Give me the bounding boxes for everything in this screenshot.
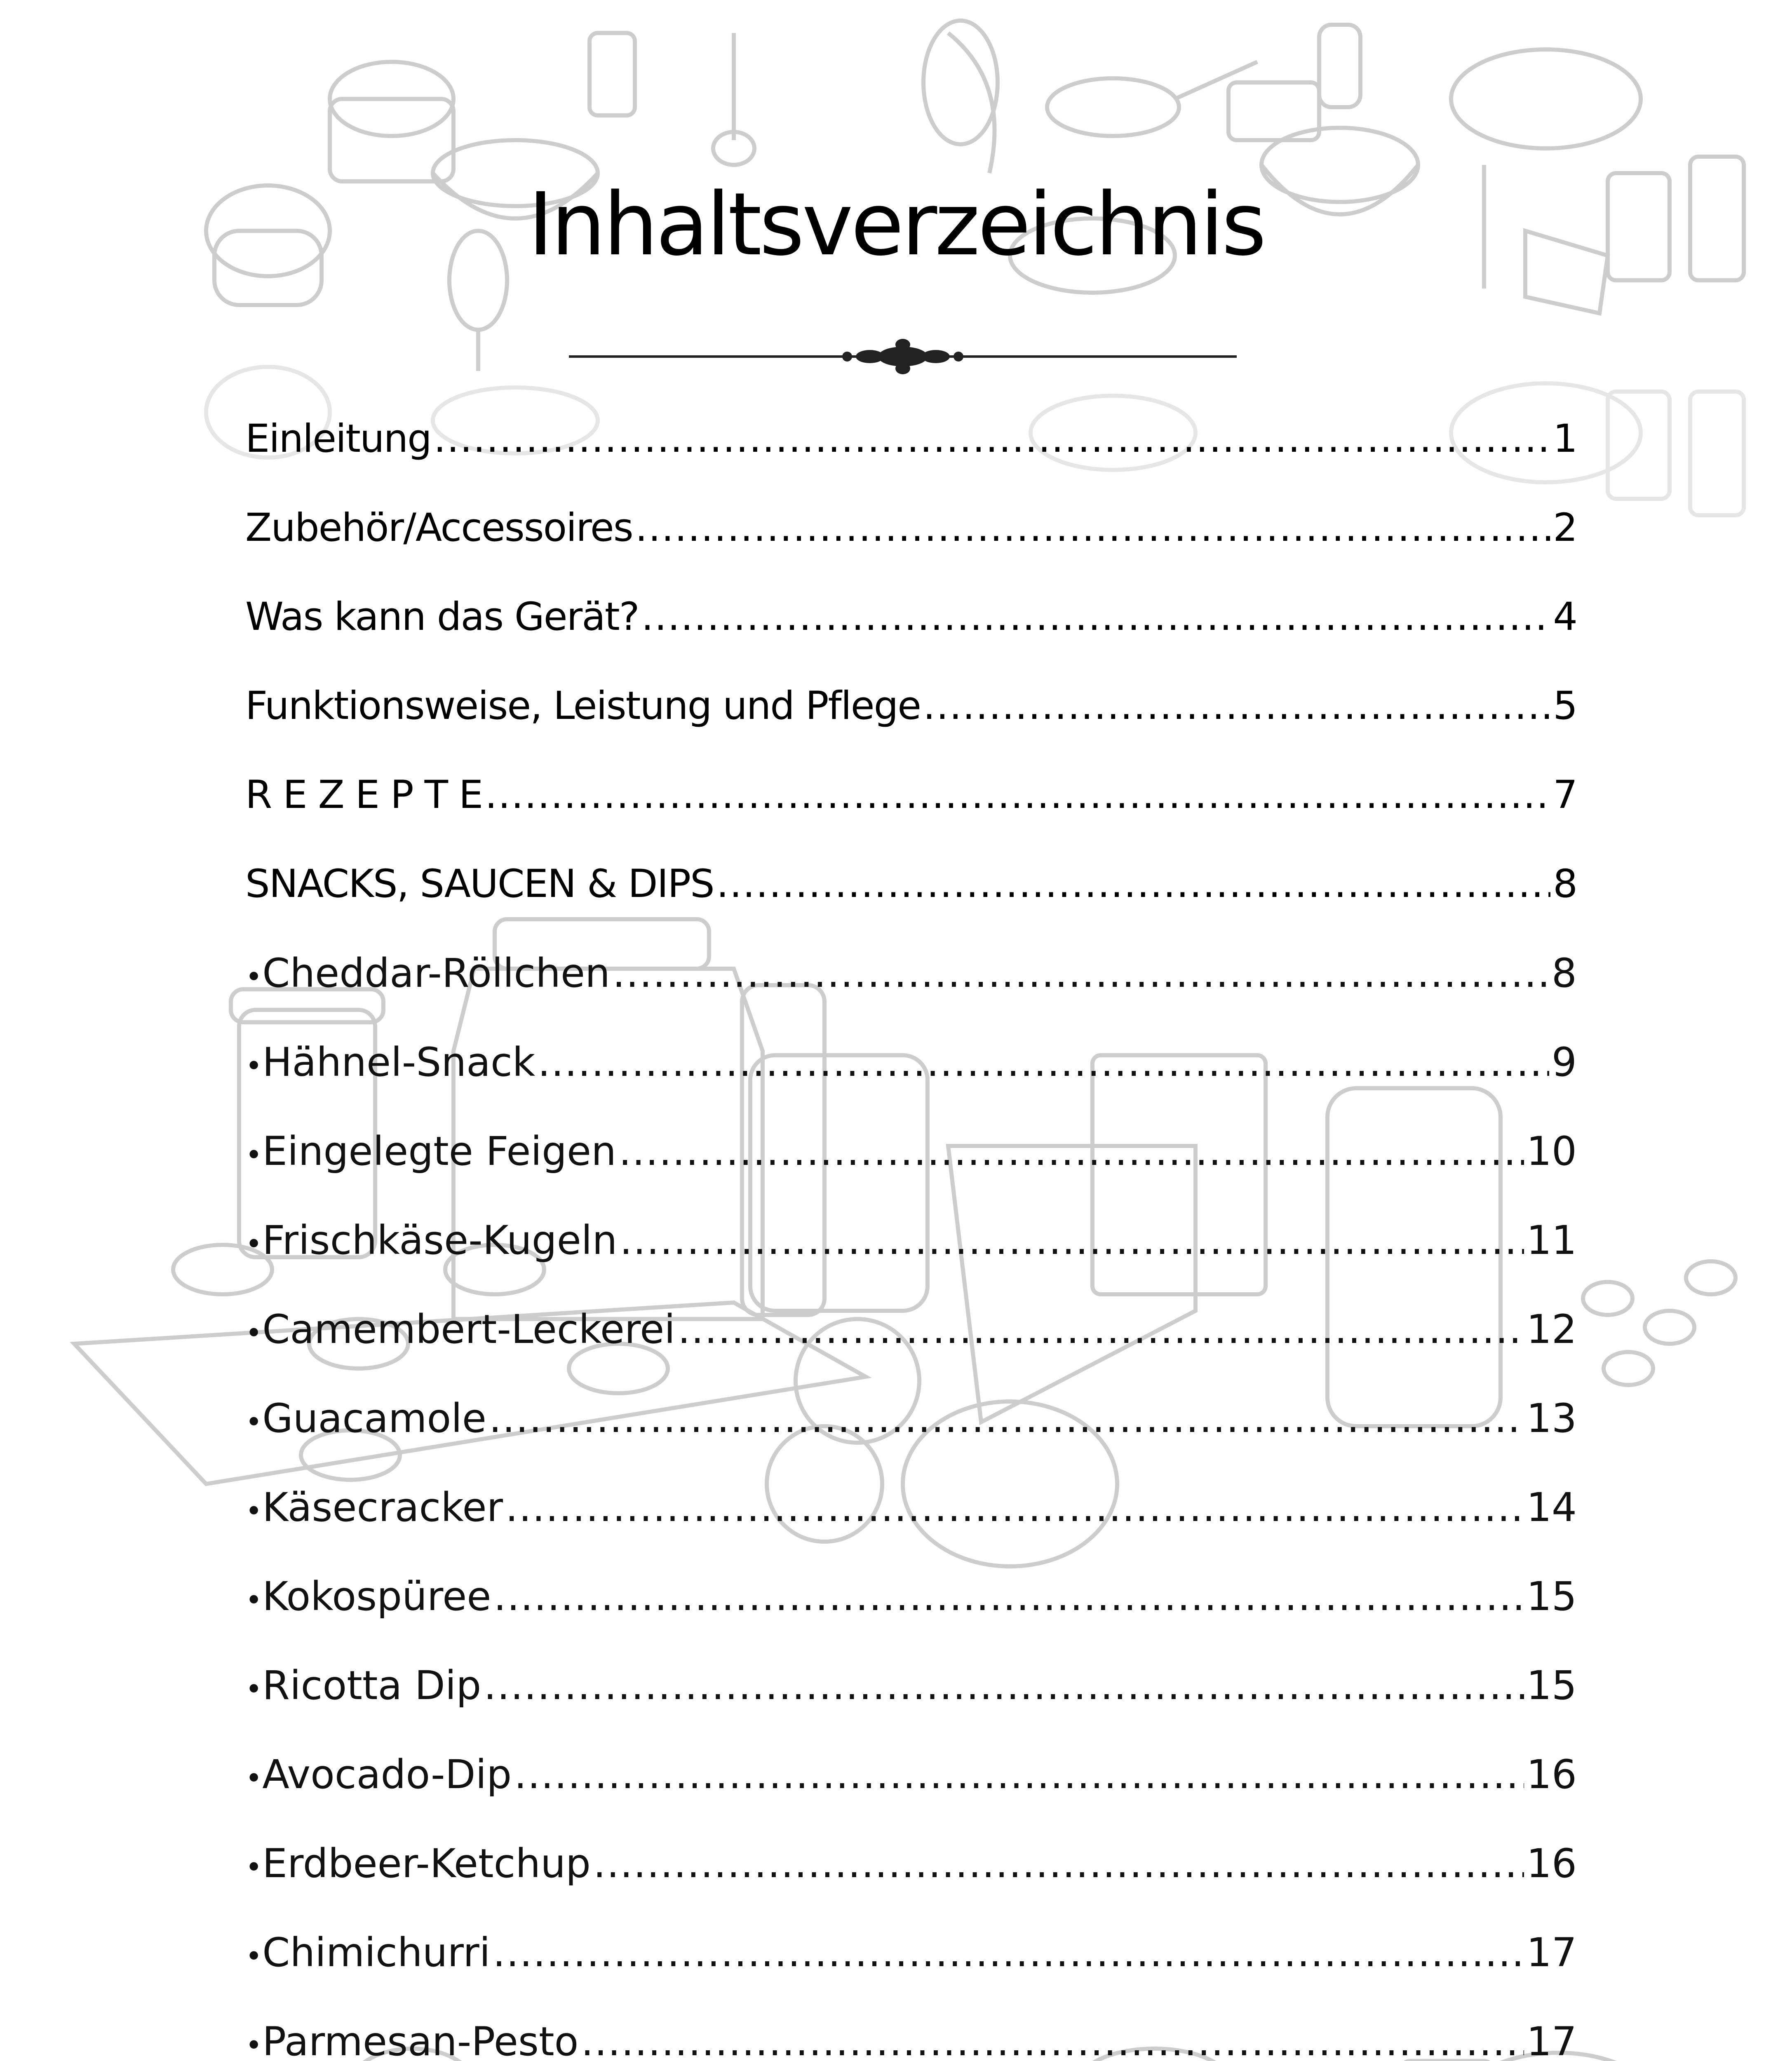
- page-title: Inhaltsverzeichnis: [528, 174, 1264, 275]
- toc-recipe-item[interactable]: [245, 1031, 1577, 1120]
- toc-entry-snacks-saucen-dips[interactable]: [245, 853, 1577, 942]
- toc-entry-rezepte[interactable]: [245, 764, 1577, 853]
- dot-leader: [635, 497, 1551, 559]
- toc-recipe-label: Hähnel-Snack: [262, 1039, 535, 1085]
- toc-recipe-item[interactable]: [245, 1833, 1577, 1922]
- toc-recipe-page: 10: [1526, 1128, 1577, 1174]
- toc-recipe-label: Chimichurri: [262, 1930, 491, 1976]
- toc-recipe-page: 16: [1526, 1751, 1577, 1798]
- bullet-icon: •: [245, 1494, 263, 1528]
- toc-entry-label: Was kann das Gerät?: [245, 594, 639, 639]
- dot-leader: [505, 1477, 1524, 1538]
- toc-entry-page: 5: [1553, 683, 1577, 728]
- dot-leader: [485, 764, 1550, 826]
- toc-recipe-page: 11: [1526, 1217, 1577, 1263]
- dot-leader: [613, 942, 1549, 1004]
- toc-entry-label: Zubehör/Accessoires: [245, 505, 633, 550]
- dot-leader: [538, 1031, 1549, 1093]
- toc-recipe-label: Ricotta Dip: [262, 1662, 481, 1709]
- dot-leader: [641, 586, 1551, 648]
- toc-recipe-label: Erdbeer-Ketchup: [262, 1840, 591, 1887]
- toc-recipe-page: 17: [1526, 2019, 1577, 2061]
- toc-entry-label: Funktionsweise, Leistung und Pflege: [245, 683, 921, 728]
- toc-entry-page: 7: [1553, 772, 1577, 817]
- dot-leader: [484, 1655, 1524, 1716]
- toc-recipe-page: 13: [1526, 1395, 1577, 1441]
- toc-entry-zubehoer[interactable]: [245, 497, 1577, 586]
- toc-recipe-item[interactable]: [245, 1477, 1577, 1566]
- dot-leader: [716, 853, 1550, 915]
- toc-entry-page: 1: [1553, 416, 1577, 461]
- toc-recipe-item[interactable]: [245, 1387, 1577, 1477]
- toc-entry-page: 4: [1553, 594, 1577, 639]
- toc-recipe-item[interactable]: [245, 2011, 1577, 2061]
- dot-leader: [514, 1744, 1524, 1805]
- toc-recipe-item[interactable]: [245, 1655, 1577, 1744]
- bullet-icon: •: [245, 1316, 263, 1350]
- bullet-icon: •: [245, 1672, 263, 1706]
- toc-recipe-page: 8: [1551, 950, 1577, 996]
- toc-recipe-page: 16: [1526, 1840, 1577, 1887]
- toc-recipe-label: Cheddar-Röllchen: [262, 950, 610, 996]
- toc-entry-label: Einleitung: [245, 416, 431, 461]
- toc-recipe-item[interactable]: [245, 1744, 1577, 1833]
- toc-recipe-label: Käsecracker: [262, 1484, 503, 1530]
- toc-entry-page: 8: [1553, 861, 1577, 906]
- toc-entry-page: 2: [1553, 505, 1577, 550]
- toc-recipe-page: 17: [1526, 1930, 1577, 1976]
- dot-leader: [493, 1922, 1524, 1984]
- bullet-icon: •: [245, 1850, 263, 1884]
- dot-leader: [593, 1833, 1524, 1894]
- toc-recipe-page: 12: [1526, 1306, 1577, 1352]
- toc-recipe-item[interactable]: [245, 1922, 1577, 2011]
- toc-recipe-label: Eingelegte Feigen: [262, 1128, 616, 1174]
- toc-recipe-label: Avocado-Dip: [262, 1751, 512, 1798]
- dot-leader: [581, 2011, 1524, 2061]
- dot-leader: [434, 408, 1550, 470]
- toc-recipe-label: Frischkäse-Kugeln: [262, 1217, 618, 1263]
- bullet-icon: •: [245, 1049, 263, 1083]
- dot-leader: [489, 1387, 1524, 1449]
- toc-recipe-label: Parmesan-Pesto: [262, 2019, 579, 2061]
- table-of-contents: [245, 408, 1577, 2061]
- bullet-icon: •: [245, 1227, 263, 1261]
- dot-leader: [620, 1209, 1524, 1271]
- dot-leader: [678, 1298, 1524, 1360]
- bullet-icon: •: [245, 960, 263, 994]
- toc-entry-label: SNACKS, SAUCEN & DIPS: [245, 861, 714, 906]
- dot-leader: [619, 1120, 1524, 1182]
- ornament-divider: [569, 338, 1237, 375]
- dot-leader: [923, 675, 1550, 737]
- toc-entry-funktionsweise[interactable]: [245, 675, 1577, 764]
- toc-recipe-item[interactable]: [245, 942, 1577, 1031]
- toc-recipe-label: Camembert-Leckerei: [262, 1306, 675, 1352]
- bullet-icon: •: [245, 1583, 263, 1617]
- toc-entry-einleitung[interactable]: [245, 408, 1577, 497]
- bullet-icon: •: [245, 1138, 263, 1172]
- toc-recipe-page: 15: [1526, 1662, 1577, 1709]
- toc-recipe-item[interactable]: [245, 1566, 1577, 1655]
- toc-recipe-page: 9: [1551, 1039, 1577, 1085]
- bullet-icon: •: [245, 2028, 263, 2061]
- toc-recipe-label: Kokospüree: [262, 1573, 491, 1620]
- dot-leader: [493, 1566, 1524, 1627]
- bullet-icon: •: [245, 1939, 263, 1973]
- bullet-icon: •: [245, 1405, 263, 1439]
- toc-entry-was-kann-das-geraet[interactable]: [245, 586, 1577, 675]
- toc-entry-label: R E Z E P T E: [245, 772, 483, 817]
- toc-recipe-page: 14: [1526, 1484, 1577, 1530]
- toc-recipe-page: 15: [1526, 1573, 1577, 1620]
- toc-recipe-item[interactable]: [245, 1209, 1577, 1298]
- toc-recipe-item[interactable]: [245, 1298, 1577, 1387]
- toc-recipe-item[interactable]: [245, 1120, 1577, 1209]
- toc-recipe-label: Guacamole: [262, 1395, 486, 1441]
- bullet-icon: •: [245, 1761, 263, 1795]
